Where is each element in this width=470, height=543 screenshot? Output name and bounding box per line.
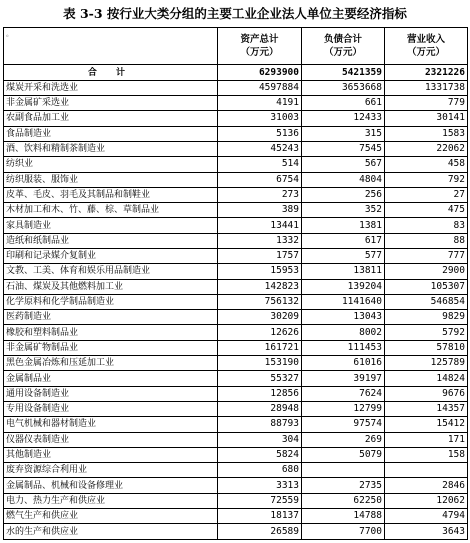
table-row [4, 478, 468, 493]
industry-name-cell: 专用设备制造业 [4, 401, 218, 416]
table-row [4, 126, 468, 141]
revenue-cell: 2846 [385, 478, 468, 493]
revenue-cell: 88 [385, 233, 468, 248]
revenue-cell: 792 [385, 172, 468, 187]
liabilities-cell: 5079 [302, 447, 385, 462]
liabilities-cell: 12433 [302, 111, 385, 126]
liabilities-cell: 3653668 [302, 80, 385, 95]
revenue-cell [385, 463, 468, 478]
revenue-cell: 30141 [385, 111, 468, 126]
industry-name-cell: 非金属矿采选业 [4, 96, 218, 111]
revenue-cell: 1583 [385, 126, 468, 141]
revenue-cell: 105307 [385, 279, 468, 294]
liabilities-cell: 97574 [302, 417, 385, 432]
industry-name-cell: 木材加工和木、竹、藤、棕、草制品业 [4, 203, 218, 218]
industry-name-cell: 石油、煤炭及其他燃料加工业 [4, 279, 218, 294]
assets-cell: 5136 [218, 126, 302, 141]
table-row [4, 356, 468, 371]
assets-cell: 142823 [218, 279, 302, 294]
table-row [4, 279, 468, 294]
industry-name-cell: 废弃资源综合利用业 [4, 463, 218, 478]
revenue-cell: 15412 [385, 417, 468, 432]
industry-name-cell: 黑色金属冶炼和压延加工业 [4, 356, 218, 371]
table-row [4, 172, 468, 187]
total-revenue: 2321226 [385, 65, 468, 80]
industry-name-cell: 非金属矿物制品业 [4, 340, 218, 355]
assets-cell: 12856 [218, 386, 302, 401]
table-row [4, 294, 468, 309]
liabilities-cell: 12799 [302, 401, 385, 416]
table-row [4, 310, 468, 325]
liabilities-cell: 577 [302, 248, 385, 263]
liabilities-cell: 62250 [302, 493, 385, 508]
header-assets: 资产总计 （万元） [218, 28, 302, 65]
table-row [4, 509, 468, 524]
table-row [4, 386, 468, 401]
industry-name-cell: 其他制造业 [4, 447, 218, 462]
total-label: 合 计 [4, 65, 218, 80]
industry-name-cell: 纺织业 [4, 157, 218, 172]
header-revenue: 营业收入 （万元） [385, 28, 468, 65]
industry-name-cell: 化学原料和化学制品制造业 [4, 294, 218, 309]
table-row [4, 417, 468, 432]
revenue-cell: 5792 [385, 325, 468, 340]
assets-cell: 6754 [218, 172, 302, 187]
table-row [4, 340, 468, 355]
liabilities-cell: 8002 [302, 325, 385, 340]
table-row [4, 447, 468, 462]
header-row [4, 28, 468, 65]
assets-cell: 31003 [218, 111, 302, 126]
liabilities-cell: 7624 [302, 386, 385, 401]
table-row [4, 233, 468, 248]
header-corner-cell: 。 [4, 28, 218, 65]
assets-cell: 26589 [218, 524, 302, 540]
industry-name-cell: 农副食品加工业 [4, 111, 218, 126]
table-row [4, 218, 468, 233]
assets-cell: 304 [218, 432, 302, 447]
industry-name-cell: 印刷和记录媒介复制业 [4, 248, 218, 263]
table-row [4, 401, 468, 416]
revenue-cell: 125789 [385, 356, 468, 371]
table-row [4, 248, 468, 263]
table-body [4, 28, 468, 540]
liabilities-cell: 315 [302, 126, 385, 141]
industry-name-cell: 水的生产和供应业 [4, 524, 218, 540]
table-row [4, 371, 468, 386]
industry-name-cell: 金属制品业 [4, 371, 218, 386]
revenue-cell: 158 [385, 447, 468, 462]
total-assets: 6293900 [218, 65, 302, 80]
table-row [4, 111, 468, 126]
assets-cell: 45243 [218, 141, 302, 156]
industry-name-cell: 皮革、毛皮、羽毛及其制品和制鞋业 [4, 187, 218, 202]
liabilities-cell: 14788 [302, 509, 385, 524]
assets-cell: 1332 [218, 233, 302, 248]
liabilities-cell: 1141640 [302, 294, 385, 309]
industry-name-cell: 橡胶和塑料制品业 [4, 325, 218, 340]
total-liabilities: 5421359 [302, 65, 385, 80]
liabilities-cell: 61016 [302, 356, 385, 371]
liabilities-cell: 2735 [302, 478, 385, 493]
assets-cell: 161721 [218, 340, 302, 355]
table-row [4, 141, 468, 156]
industry-name-cell: 燃气生产和供应业 [4, 509, 218, 524]
liabilities-cell: 1381 [302, 218, 385, 233]
table-row [4, 432, 468, 447]
assets-cell: 28948 [218, 401, 302, 416]
assets-cell: 30209 [218, 310, 302, 325]
liabilities-cell: 661 [302, 96, 385, 111]
liabilities-cell [302, 463, 385, 478]
table-row [4, 325, 468, 340]
assets-cell: 756132 [218, 294, 302, 309]
liabilities-cell: 139204 [302, 279, 385, 294]
liabilities-cell: 111453 [302, 340, 385, 355]
table-row [4, 524, 468, 540]
table-row [4, 203, 468, 218]
assets-cell: 3313 [218, 478, 302, 493]
table-row [4, 187, 468, 202]
industry-name-cell: 仪器仪表制造业 [4, 432, 218, 447]
revenue-cell: 83 [385, 218, 468, 233]
industry-name-cell: 煤炭开采和洗选业 [4, 80, 218, 95]
liabilities-cell: 352 [302, 203, 385, 218]
liabilities-cell: 13811 [302, 264, 385, 279]
industry-name-cell: 酒、饮料和精制茶制造业 [4, 141, 218, 156]
assets-cell: 514 [218, 157, 302, 172]
industry-name-cell: 通用设备制造业 [4, 386, 218, 401]
table-row [4, 463, 468, 478]
revenue-cell: 14357 [385, 401, 468, 416]
revenue-cell: 1331738 [385, 80, 468, 95]
header-liabilities: 负债合计 （万元） [302, 28, 385, 65]
industry-name-cell: 金属制品、机械和设备修理业 [4, 478, 218, 493]
liabilities-cell: 256 [302, 187, 385, 202]
revenue-cell: 4794 [385, 509, 468, 524]
assets-cell: 88793 [218, 417, 302, 432]
table-row [4, 96, 468, 111]
assets-cell: 680 [218, 463, 302, 478]
assets-cell: 55327 [218, 371, 302, 386]
assets-cell: 12626 [218, 325, 302, 340]
revenue-cell: 22062 [385, 141, 468, 156]
revenue-cell: 12062 [385, 493, 468, 508]
liabilities-cell: 617 [302, 233, 385, 248]
assets-cell: 4191 [218, 96, 302, 111]
revenue-cell: 57810 [385, 340, 468, 355]
revenue-cell: 9676 [385, 386, 468, 401]
assets-cell: 5824 [218, 447, 302, 462]
revenue-cell: 27 [385, 187, 468, 202]
revenue-cell: 2900 [385, 264, 468, 279]
table-title: 表 3-3 按行业大类分组的主要工业企业法人单位主要经济指标 [63, 6, 407, 21]
assets-cell: 15953 [218, 264, 302, 279]
industry-name-cell: 电力、热力生产和供应业 [4, 493, 218, 508]
industry-name-cell: 文教、工美、体育和娱乐用品制造业 [4, 264, 218, 279]
revenue-cell: 777 [385, 248, 468, 263]
revenue-cell: 779 [385, 96, 468, 111]
assets-cell: 13441 [218, 218, 302, 233]
liabilities-cell: 39197 [302, 371, 385, 386]
industry-name-cell: 家具制造业 [4, 218, 218, 233]
revenue-cell: 546854 [385, 294, 468, 309]
total-row [4, 65, 468, 80]
liabilities-cell: 7700 [302, 524, 385, 540]
assets-cell: 4597884 [218, 80, 302, 95]
table-row [4, 493, 468, 508]
revenue-cell: 458 [385, 157, 468, 172]
table-row [4, 264, 468, 279]
revenue-cell: 171 [385, 432, 468, 447]
revenue-cell: 3643 [385, 524, 468, 540]
assets-cell: 389 [218, 203, 302, 218]
assets-cell: 18137 [218, 509, 302, 524]
liabilities-cell: 13043 [302, 310, 385, 325]
assets-cell: 72559 [218, 493, 302, 508]
assets-cell: 273 [218, 187, 302, 202]
industry-name-cell: 医药制造业 [4, 310, 218, 325]
data-table [3, 27, 468, 540]
assets-cell: 1757 [218, 248, 302, 263]
industry-name-cell: 食品制造业 [4, 126, 218, 141]
liabilities-cell: 4804 [302, 172, 385, 187]
revenue-cell: 9829 [385, 310, 468, 325]
industry-name-cell: 纺织服装、服饰业 [4, 172, 218, 187]
industry-name-cell: 造纸和纸制品业 [4, 233, 218, 248]
table-row [4, 157, 468, 172]
liabilities-cell: 7545 [302, 141, 385, 156]
revenue-cell: 14824 [385, 371, 468, 386]
revenue-cell: 475 [385, 203, 468, 218]
liabilities-cell: 567 [302, 157, 385, 172]
table-row [4, 80, 468, 95]
liabilities-cell: 269 [302, 432, 385, 447]
industry-name-cell: 电气机械和器材制造业 [4, 417, 218, 432]
assets-cell: 153190 [218, 356, 302, 371]
